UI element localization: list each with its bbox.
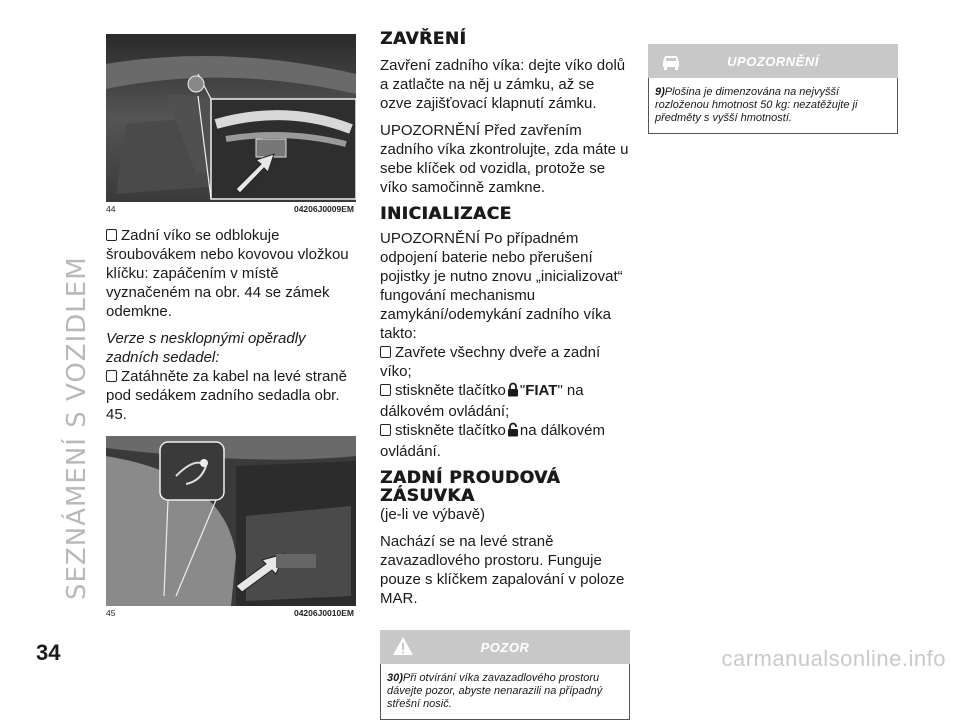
checkbox-bullet-icon [106, 370, 117, 382]
figure-number: 45 [106, 608, 116, 618]
checkbox-bullet-icon [380, 424, 391, 436]
paragraph: (je-li ve výbavě) [380, 506, 486, 523]
note-number: 9) [655, 86, 665, 98]
column-right [648, 44, 898, 134]
column-middle [380, 30, 630, 720]
paragraph: UPOZORNĚNÍ Po případném odpojení baterie nebo přerušení pojistky je nutno znovu „inicializovat“ fungování mechanismu zamykání/odemykání zadního víka takto: [380, 230, 623, 342]
figure-code: 04206J0010EM [293, 608, 354, 618]
heading-initialization: INICIALIZACE [380, 204, 512, 224]
figure-45-caption [106, 608, 356, 618]
note-text: Plošina je dimenzována na nejvyšší rozloženou hmotnost 50 kg: nezatěžujte ji předměty s vyšší hmotností. [655, 86, 858, 124]
paragraph: UPOZORNĚNÍ Před zavřením zadního víka zkontrolujte, zda máte u sebe klíček od vozidla, protože se víko samočinně zamkne. [380, 122, 629, 196]
lock-open-icon [507, 422, 519, 442]
list-item: Zavřete všechny dveře a zadní víko; [380, 344, 601, 380]
lock-closed-icon [507, 382, 519, 402]
warning-box [380, 630, 630, 720]
checkbox-bullet-icon [380, 384, 391, 396]
list-item: stiskněte tlačítko "FIAT" na dálkovém ovládání; [380, 382, 584, 420]
warning-body [380, 664, 630, 720]
warning-number: 30) [387, 672, 403, 684]
paragraph: Zadní víko se odblokuje šroubovákem nebo kovovou vložkou klíčku: zapáčením v místě vyznačeném na obr. 44 se zámek odemkne. [106, 227, 349, 320]
figure-number: 44 [106, 204, 116, 214]
warning-title: POZOR [480, 639, 530, 655]
checkbox-bullet-icon [106, 229, 117, 241]
checkbox-bullet-icon [380, 346, 391, 358]
car-note-icon [660, 50, 682, 77]
note-title: UPOZORNĚNÍ [727, 53, 819, 69]
warning-text: Při otvírání víka zavazadlového prostoru dávejte pozor, abyste nenarazili na případný střešní nosič. [387, 672, 603, 710]
column-left [106, 34, 356, 618]
heading-closing: ZAVŘENÍ [380, 29, 467, 49]
paragraph: Nachází se na levé straně zavazadlového prostoru. Funguje pouze s klíčkem zapalování v poloze MAR. [380, 533, 625, 607]
figure-44-caption [106, 204, 356, 214]
paragraph: Zatáhněte za kabel na levé straně pod sedákem zadního sedadla obr. 45. [106, 368, 347, 423]
warning-header [380, 630, 630, 664]
watermark: carmanualsonline.info [721, 646, 946, 671]
page-number: 34 [36, 640, 61, 665]
heading-rear-socket: ZADNÍ PROUDOVÁ ZÁSUVKA [380, 468, 561, 506]
paragraph: Zavření zadního víka: dejte víko dolů a zatlačte na něj u zámku, až se ozve zajišťovací klapnutí zámku. [380, 57, 626, 112]
note-body [648, 78, 898, 134]
figure-45-image [106, 436, 356, 606]
figure-code: 04206J0009EM [293, 204, 354, 214]
paragraph-italic: Verze s nesklopnými opěradly zadních sedadel: [106, 330, 306, 366]
note-box [648, 44, 898, 134]
section-side-title: SEZNÁMENÍ S VOZIDLEM [62, 256, 92, 600]
list-item: stiskněte tlačítko na dálkovém ovládání. [380, 422, 605, 460]
note-header [648, 44, 898, 78]
figure-44-image [106, 34, 356, 202]
warning-triangle-icon [392, 636, 414, 661]
